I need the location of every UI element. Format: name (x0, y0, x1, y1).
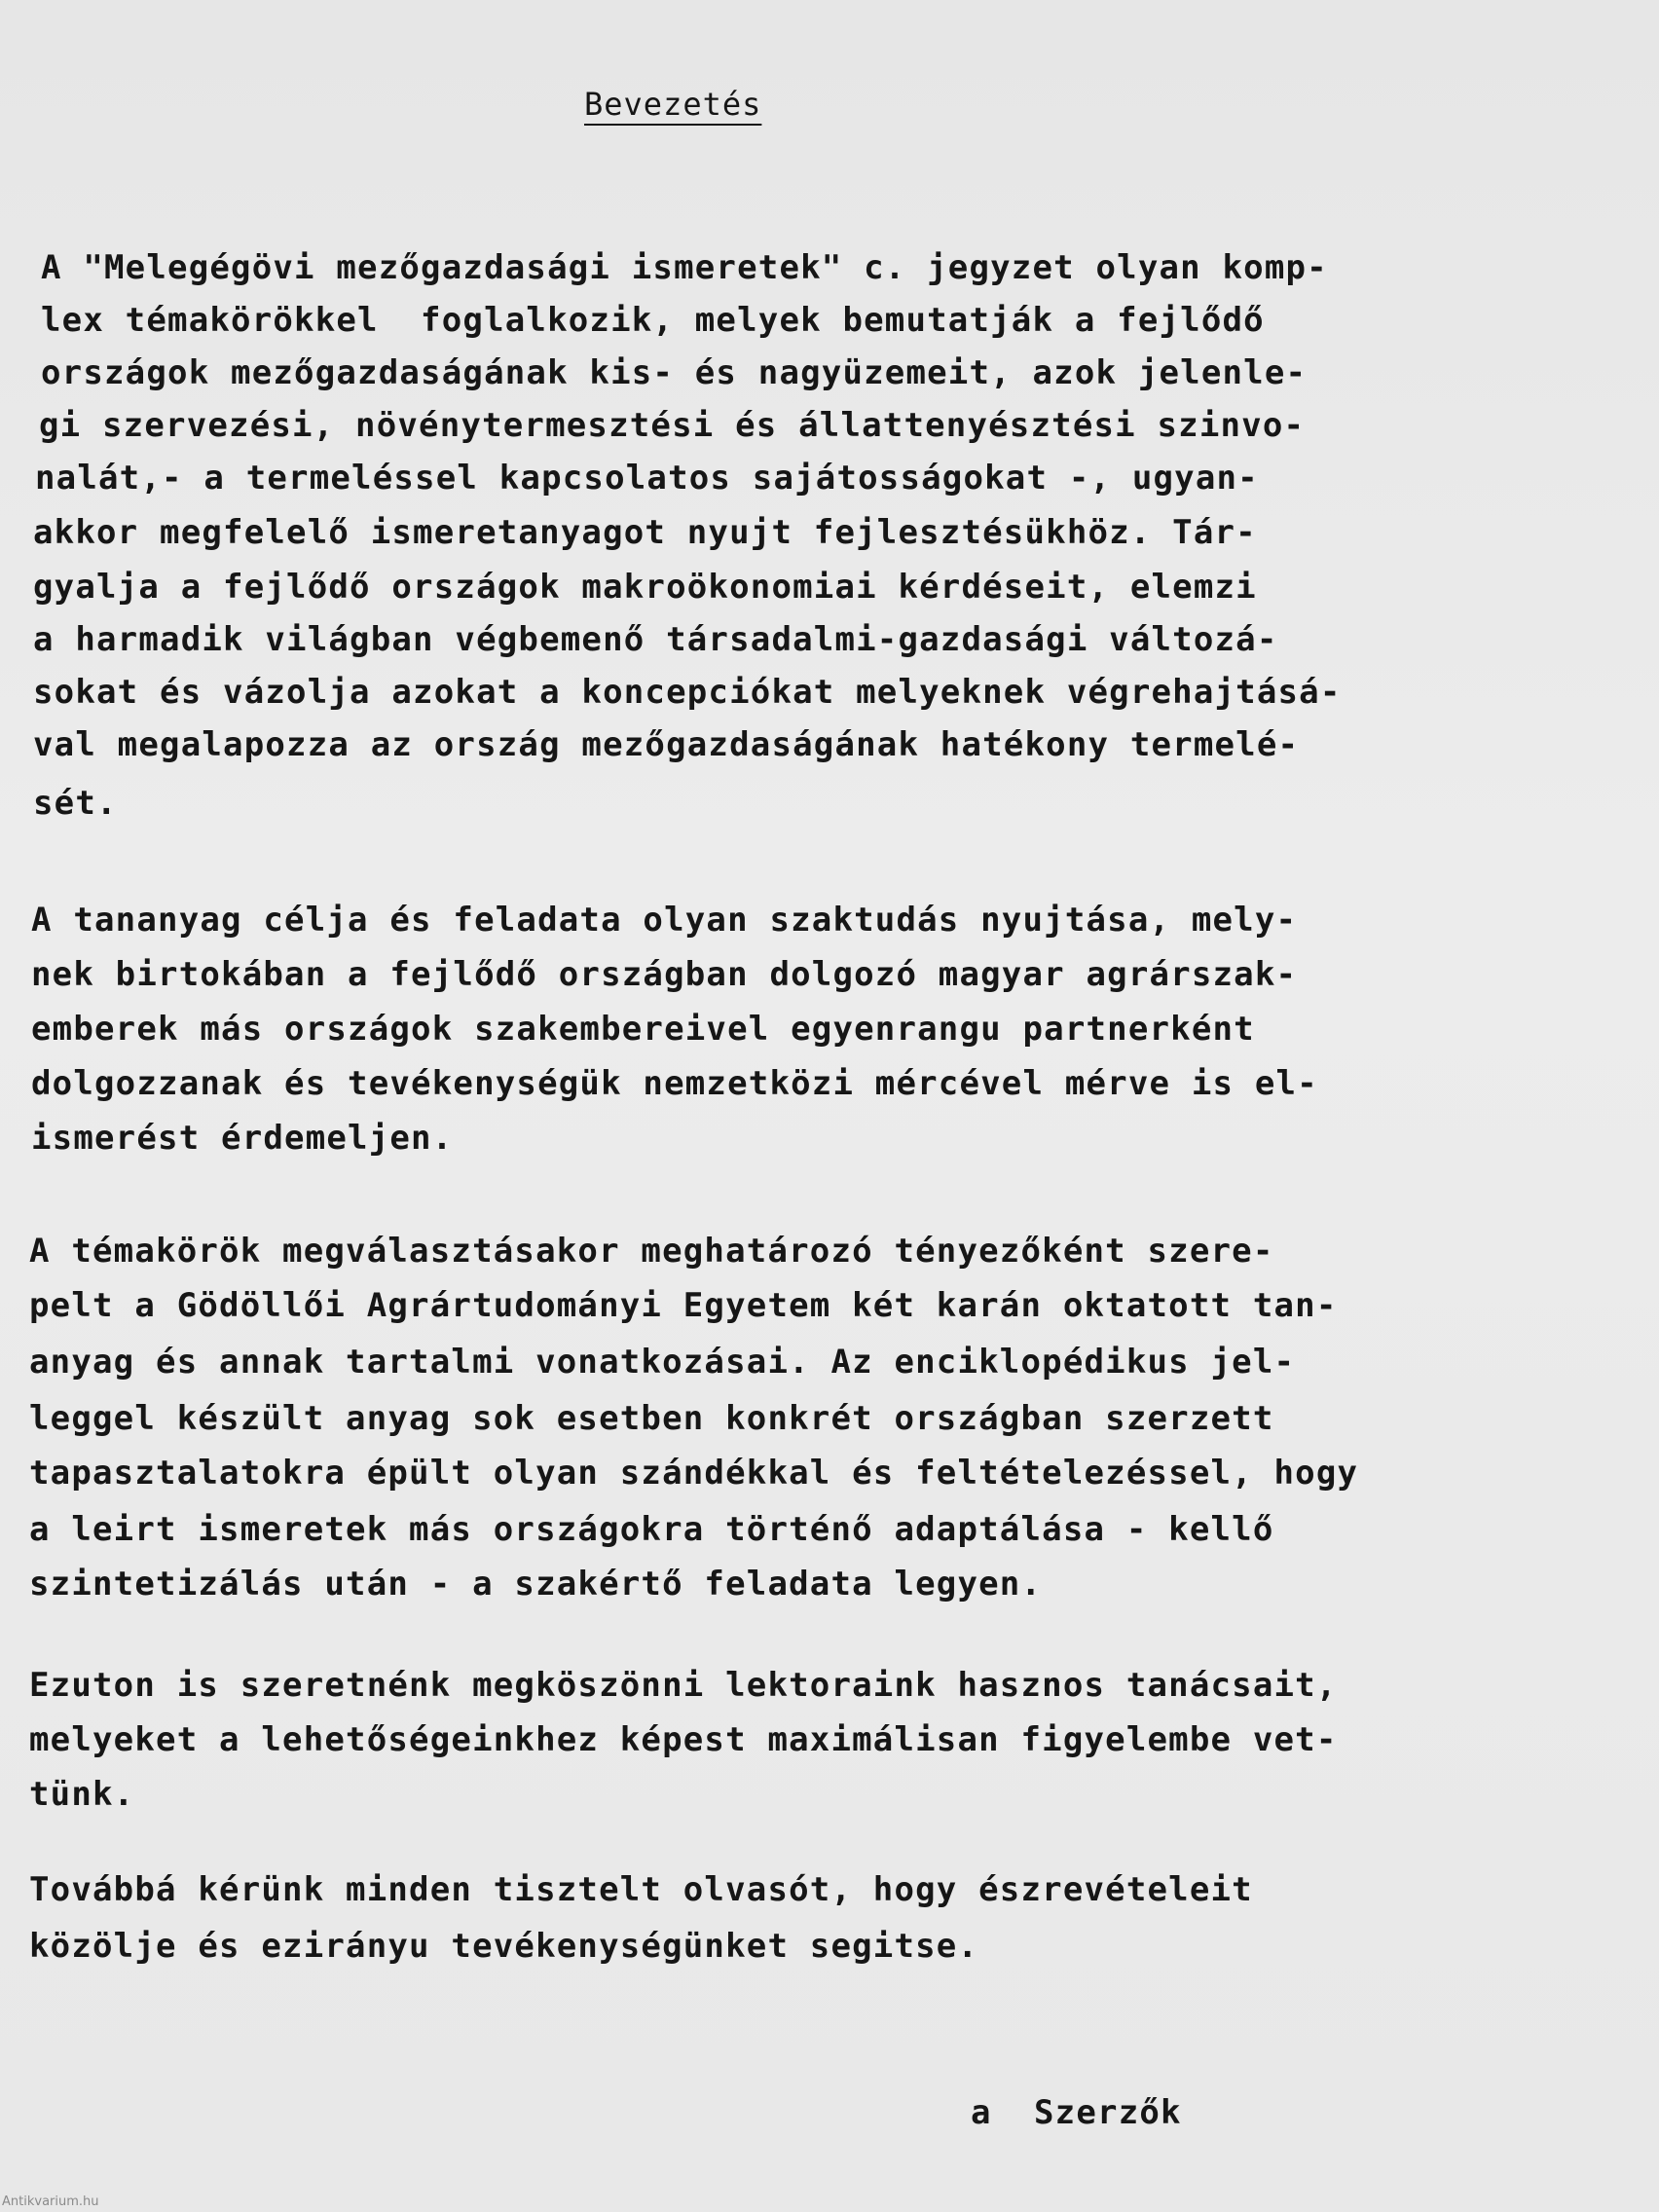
text-line: anyag és annak tartalmi vonatkozásai. Az enciklopédikus jel- (29, 1343, 1296, 1382)
text-line: a harmadik világban végbemenő társadalmi-gazdasági változá- (33, 620, 1278, 659)
text-line: pelt a Gödöllői Agrártudományi Egyetem két karán oktatott tan- (29, 1286, 1338, 1325)
text-line: szintetizálás után - a szakértő feladata legyen. (29, 1565, 1043, 1604)
text-line: lex témakörökkel foglalkozik, melyek bemutatják a fejlődő (41, 301, 1265, 340)
text-line: akkor megfelelő ismeretanyagot nyujt fejlesztésükhöz. Tár- (33, 513, 1257, 552)
text-line: A "Melegégövi mezőgazdasági ismeretek" c. jegyzet olyan komp- (41, 248, 1328, 287)
watermark-text: Antikvarium.hu (2, 2194, 99, 2209)
text-line: nek birtokában a fejlődő országban dolgozó magyar agrárszak- (31, 955, 1298, 994)
document-heading: Bevezetés (584, 86, 762, 123)
text-line: sokat és vázolja azokat a koncepciókat melyeknek végrehajtásá- (33, 673, 1342, 712)
text-line: közölje és ezirányu tevékenységünket segitse. (29, 1927, 979, 1966)
text-line: A tananyag célja és feladata olyan szaktudás nyujtása, mely- (31, 901, 1298, 940)
text-line: gi szervezési, növénytermesztési és állattenyésztési szinvo- (39, 406, 1306, 445)
text-line: A témakörök megválasztásakor meghatározó tényezőként szere- (29, 1232, 1274, 1271)
text-line: leggel készült anyag sok esetben konkrét országban szerzett (29, 1399, 1274, 1438)
text-line: tapasztalatokra épült olyan szándékkal és feltételezéssel, hogy (29, 1454, 1359, 1493)
text-line: tünk. (29, 1775, 135, 1814)
text-line: emberek más országok szakembereivel egyenrangu partnerként (31, 1010, 1255, 1049)
text-line: val megalapozza az ország mezőgazdaságának hatékony termelé- (33, 725, 1300, 764)
text-line: a leirt ismeretek más országokra történő adaptálása - kellő (29, 1510, 1274, 1549)
text-line: gyalja a fejlődő országok makroökonomiai kérdéseit, elemzi (33, 568, 1257, 607)
text-line: ismerést érdemeljen. (31, 1119, 454, 1158)
text-line: dolgozzanak és tevékenységük nemzetközi mércével mérve is el- (31, 1064, 1318, 1103)
text-line: nalát,- a termeléssel kapcsolatos sajátosságokat -, ugyan- (35, 459, 1259, 498)
text-line: melyeket a lehetőségeinkhez képest maximálisan figyelembe vet- (29, 1720, 1338, 1759)
text-line: sét. (33, 784, 118, 823)
text-line: Továbbá kérünk minden tisztelt olvasót, hogy észrevételeit (29, 1870, 1253, 1909)
text-line: Ezuton is szeretnénk megköszönni lektoraink hasznos tanácsait, (29, 1666, 1338, 1705)
text-line: országok mezőgazdaságának kis- és nagyüzemeit, azok jelenle- (41, 353, 1308, 392)
document-signature: a Szerzők (971, 2093, 1182, 2132)
